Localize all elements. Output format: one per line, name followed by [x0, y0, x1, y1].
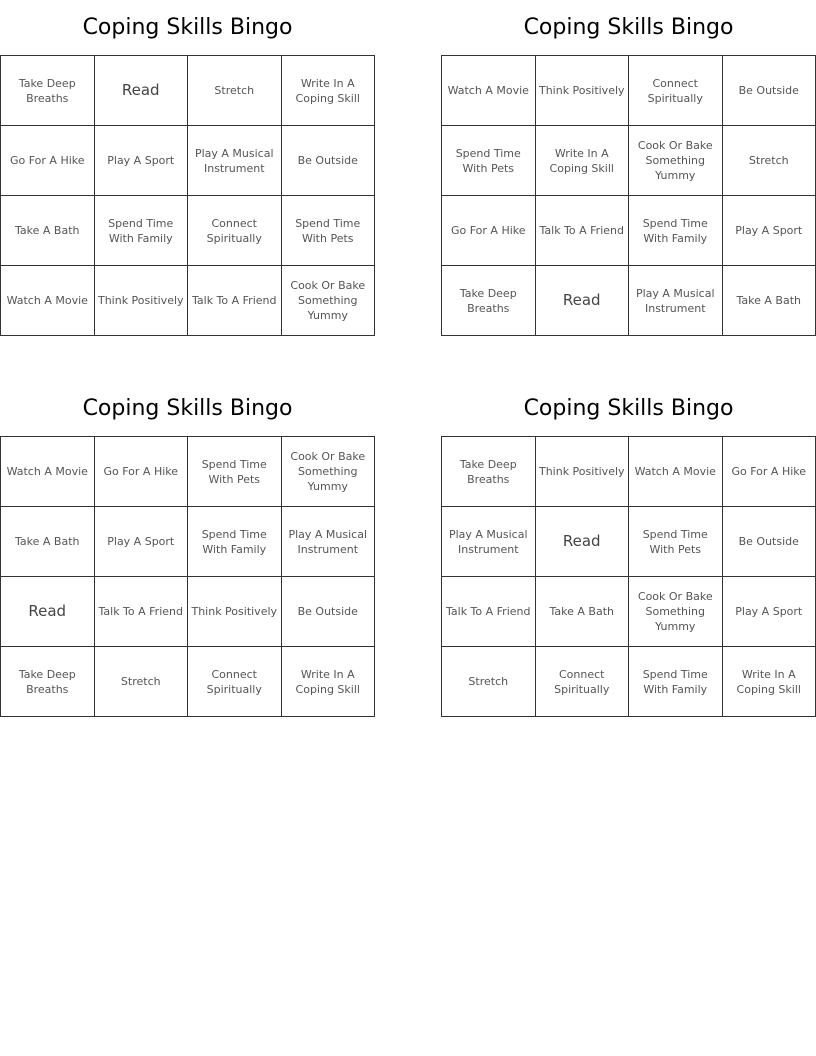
bingo-cell: Spend Time With Family — [629, 647, 723, 717]
bingo-grid — [0, 55, 375, 336]
bingo-cell: Connect Spiritually — [629, 56, 723, 126]
bingo-cell-free: Read — [536, 507, 630, 577]
bingo-cell: Take A Bath — [1, 196, 95, 266]
bingo-grid — [441, 436, 816, 717]
bingo-cell: Spend Time With Pets — [282, 196, 376, 266]
bingo-grid — [0, 436, 375, 717]
bingo-cell: Go For A Hike — [95, 437, 189, 507]
bingo-cell: Play A Sport — [723, 577, 816, 647]
bingo-cell: Spend Time With Pets — [188, 437, 282, 507]
bingo-cell: Go For A Hike — [1, 126, 95, 196]
bingo-cell: Play A Sport — [95, 126, 189, 196]
bingo-cell: Play A Musical Instrument — [629, 266, 723, 336]
bingo-cell: Go For A Hike — [442, 196, 536, 266]
bingo-cell: Take Deep Breaths — [442, 437, 536, 507]
bingo-cell: Play A Sport — [95, 507, 189, 577]
bingo-grid — [441, 55, 816, 336]
bingo-cell: Talk To A Friend — [188, 266, 282, 336]
bingo-cell: Stretch — [188, 56, 282, 126]
bingo-cell: Take Deep Breaths — [1, 56, 95, 126]
bingo-cell: Play A Musical Instrument — [282, 507, 376, 577]
bingo-cell: Spend Time With Family — [629, 196, 723, 266]
bingo-cell: Think Positively — [536, 56, 630, 126]
bingo-cell: Think Positively — [95, 266, 189, 336]
bingo-card-4 — [441, 381, 816, 717]
bingo-card-1 — [0, 0, 375, 336]
card-title: Coping Skills Bingo — [523, 396, 734, 421]
bingo-cell: Stretch — [723, 126, 816, 196]
bingo-card-3 — [0, 381, 375, 717]
bingo-cell: Write In A Coping Skill — [536, 126, 630, 196]
bingo-cell: Stretch — [442, 647, 536, 717]
bingo-cell: Talk To A Friend — [536, 196, 630, 266]
bingo-cell: Watch A Movie — [442, 56, 536, 126]
bingo-cell: Talk To A Friend — [95, 577, 189, 647]
bingo-cell: Play A Sport — [723, 196, 816, 266]
bingo-cell: Cook Or Bake Something Yummy — [282, 437, 376, 507]
bingo-cell: Be Outside — [723, 507, 816, 577]
card-title: Coping Skills Bingo — [523, 15, 734, 40]
bingo-cell: Cook Or Bake Something Yummy — [629, 126, 723, 196]
bingo-cell: Watch A Movie — [1, 437, 95, 507]
bingo-cell: Go For A Hike — [723, 437, 816, 507]
bingo-card-2 — [441, 0, 816, 336]
bingo-cell: Talk To A Friend — [442, 577, 536, 647]
bingo-cell: Take A Bath — [1, 507, 95, 577]
bingo-cell: Watch A Movie — [629, 437, 723, 507]
bingo-cell: Connect Spiritually — [188, 196, 282, 266]
bingo-cell: Play A Musical Instrument — [442, 507, 536, 577]
bingo-cell: Connect Spiritually — [536, 647, 630, 717]
bingo-cell: Play A Musical Instrument — [188, 126, 282, 196]
bingo-cell: Spend Time With Family — [95, 196, 189, 266]
bingo-cell: Write In A Coping Skill — [723, 647, 816, 717]
bingo-cell: Be Outside — [282, 577, 376, 647]
bingo-cell: Spend Time With Pets — [442, 126, 536, 196]
card-title: Coping Skills Bingo — [82, 396, 293, 421]
bingo-cell-free: Read — [536, 266, 630, 336]
bingo-cell: Cook Or Bake Something Yummy — [629, 577, 723, 647]
bingo-cell: Take A Bath — [536, 577, 630, 647]
bingo-cell: Cook Or Bake Something Yummy — [282, 266, 376, 336]
bingo-cell: Watch A Movie — [1, 266, 95, 336]
bingo-cell: Think Positively — [188, 577, 282, 647]
bingo-cell: Write In A Coping Skill — [282, 647, 376, 717]
bingo-cell: Think Positively — [536, 437, 630, 507]
bingo-cell: Take Deep Breaths — [1, 647, 95, 717]
bingo-cell: Spend Time With Pets — [629, 507, 723, 577]
bingo-cell: Stretch — [95, 647, 189, 717]
bingo-cell-free: Read — [1, 577, 95, 647]
bingo-cell: Write In A Coping Skill — [282, 56, 376, 126]
card-title: Coping Skills Bingo — [82, 15, 293, 40]
bingo-cell-free: Read — [95, 56, 189, 126]
bingo-cell: Take A Bath — [723, 266, 816, 336]
bingo-cell: Take Deep Breaths — [442, 266, 536, 336]
bingo-cell: Be Outside — [282, 126, 376, 196]
bingo-cell: Be Outside — [723, 56, 816, 126]
bingo-cell: Spend Time With Family — [188, 507, 282, 577]
bingo-cell: Connect Spiritually — [188, 647, 282, 717]
